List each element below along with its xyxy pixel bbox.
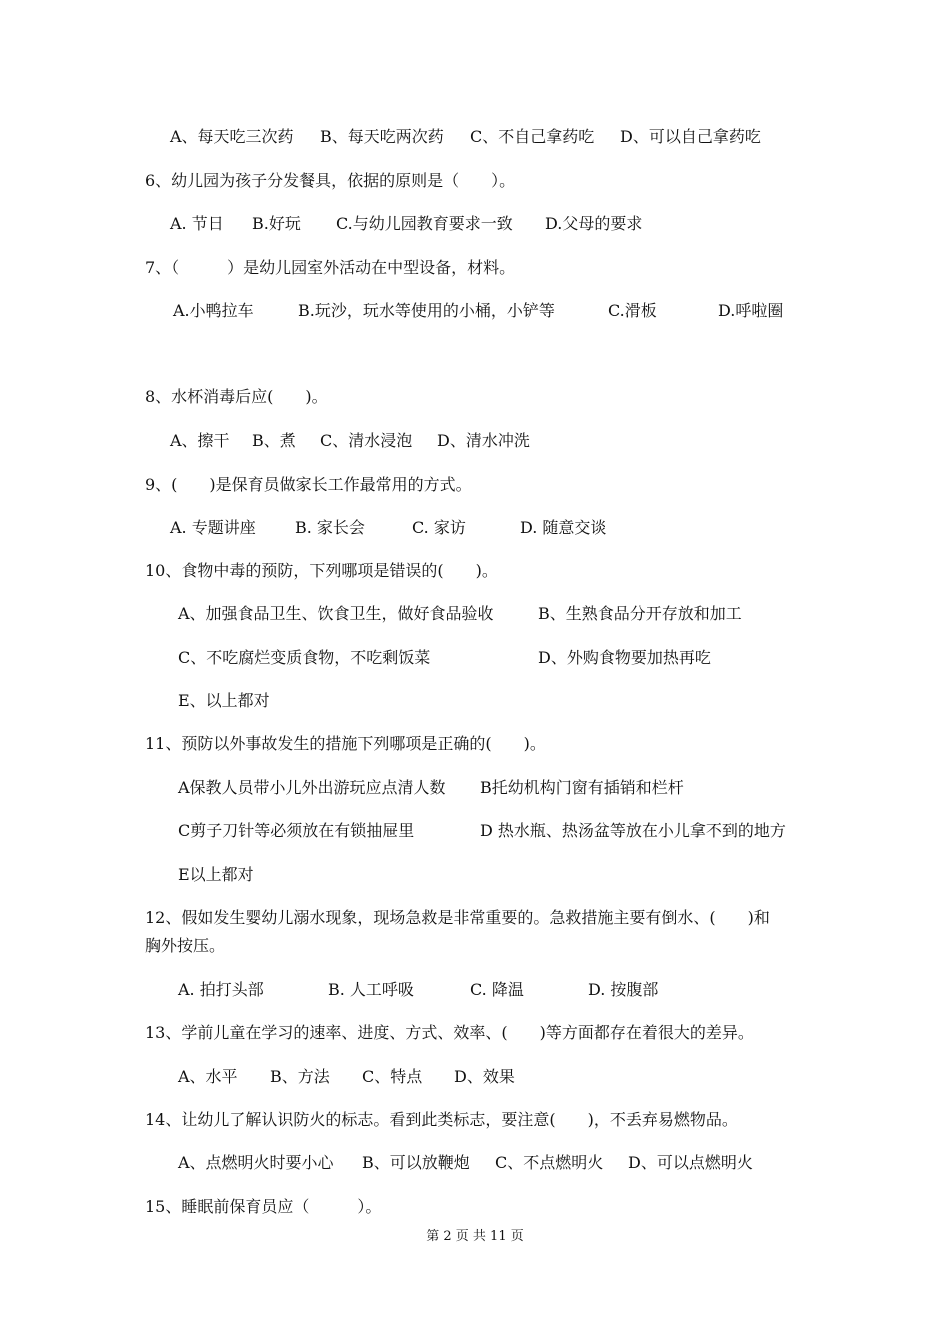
option-b: B. 家长会 [295, 518, 365, 537]
option-a: A.小鸭拉车 [173, 301, 254, 320]
option-d: D. 随意交谈 [520, 518, 607, 537]
option-c: C.滑板 [608, 301, 657, 320]
option-c: C.与幼儿园教育要求一致 [336, 214, 513, 233]
option-d: D、可以点燃明火 [628, 1153, 753, 1172]
option-c: C、不自己拿药吃 [470, 127, 595, 146]
question-7-stem: 7、（ ）是幼儿园室外活动在中型设备，材料。 [145, 258, 516, 277]
question-12-stem-line-1: 12、假如发生婴幼儿溺水现象，现场急救是非常重要的。急救措施主要有倒水、( )和 [145, 908, 770, 927]
option-d: D、可以自己拿药吃 [620, 127, 761, 146]
option-e: E以上都对 [178, 865, 254, 884]
option-b: B、生熟食品分开存放和加工 [538, 604, 742, 623]
question-11-stem: 11、预防以外事故发生的措施下列哪项是正确的( )。 [145, 734, 546, 753]
option-d: D、清水冲洗 [437, 431, 530, 450]
option-a: A、水平 [178, 1067, 238, 1086]
question-6-stem: 6、幼儿园为孩子分发餐具，依据的原则是（ ）。 [145, 171, 516, 190]
option-c: C剪子刀针等必须放在有锁抽屉里 [178, 821, 415, 840]
option-b: B、煮 [252, 431, 296, 450]
option-c: C. 降温 [470, 980, 524, 999]
option-c: C、不点燃明火 [495, 1153, 604, 1172]
option-d: D、效果 [454, 1067, 515, 1086]
option-c: C. 家访 [412, 518, 466, 537]
option-b: B.玩沙，玩水等使用的小桶，小铲等 [298, 301, 555, 320]
option-d: D 热水瓶、热汤盆等放在小儿拿不到的地方 [480, 821, 786, 840]
option-a: A. 节日 [170, 214, 224, 233]
option-d: D、外购食物要加热再吃 [538, 648, 711, 667]
option-d: D.呼啦圈 [718, 301, 784, 320]
question-9-stem: 9、( )是保育员做家长工作最常用的方式。 [145, 475, 472, 494]
option-b: B.好玩 [252, 214, 301, 233]
option-b: B. 人工呼吸 [328, 980, 414, 999]
option-b: B托幼机构门窗有插销和栏杆 [480, 778, 684, 797]
option-a: A保教人员带小儿外出游玩应点清人数 [178, 778, 446, 797]
question-13-stem: 13、学前儿童在学习的速率、进度、方式、效率、( )等方面都存在着很大的差异。 [145, 1023, 754, 1042]
question-8-stem: 8、水杯消毒后应( )。 [145, 387, 328, 406]
option-c: C、清水浸泡 [320, 431, 413, 450]
option-a: A、加强食品卫生、饮食卫生，做好食品验收 [178, 604, 494, 623]
question-15-stem: 15、睡眠前保育员应（ ）。 [145, 1197, 382, 1216]
question-10-stem: 10、食物中毒的预防，下列哪项是错误的( )。 [145, 561, 498, 580]
page-footer: 第 2 页 共 11 页 [426, 1229, 524, 1244]
option-b: B、方法 [270, 1067, 330, 1086]
option-a: A. 拍打头部 [178, 980, 264, 999]
question-12-stem-line-2: 胸外按压。 [145, 936, 226, 955]
question-14-stem: 14、让幼儿了解认识防火的标志。看到此类标志，要注意( )，不丢弃易燃物品。 [145, 1110, 738, 1129]
option-e: E、以上都对 [178, 691, 270, 710]
option-d: D.父母的要求 [545, 214, 643, 233]
option-a: A、点燃明火时要小心 [178, 1153, 334, 1172]
option-c: C、特点 [362, 1067, 423, 1086]
option-b: B、每天吃两次药 [320, 127, 444, 146]
option-a: A、擦干 [170, 431, 230, 450]
option-c: C、不吃腐烂变质食物，不吃剩饭菜 [178, 648, 431, 667]
option-d: D. 按腹部 [588, 980, 659, 999]
option-a: A、每天吃三次药 [170, 127, 294, 146]
option-b: B、可以放鞭炮 [362, 1153, 470, 1172]
option-a: A. 专题讲座 [170, 518, 256, 537]
